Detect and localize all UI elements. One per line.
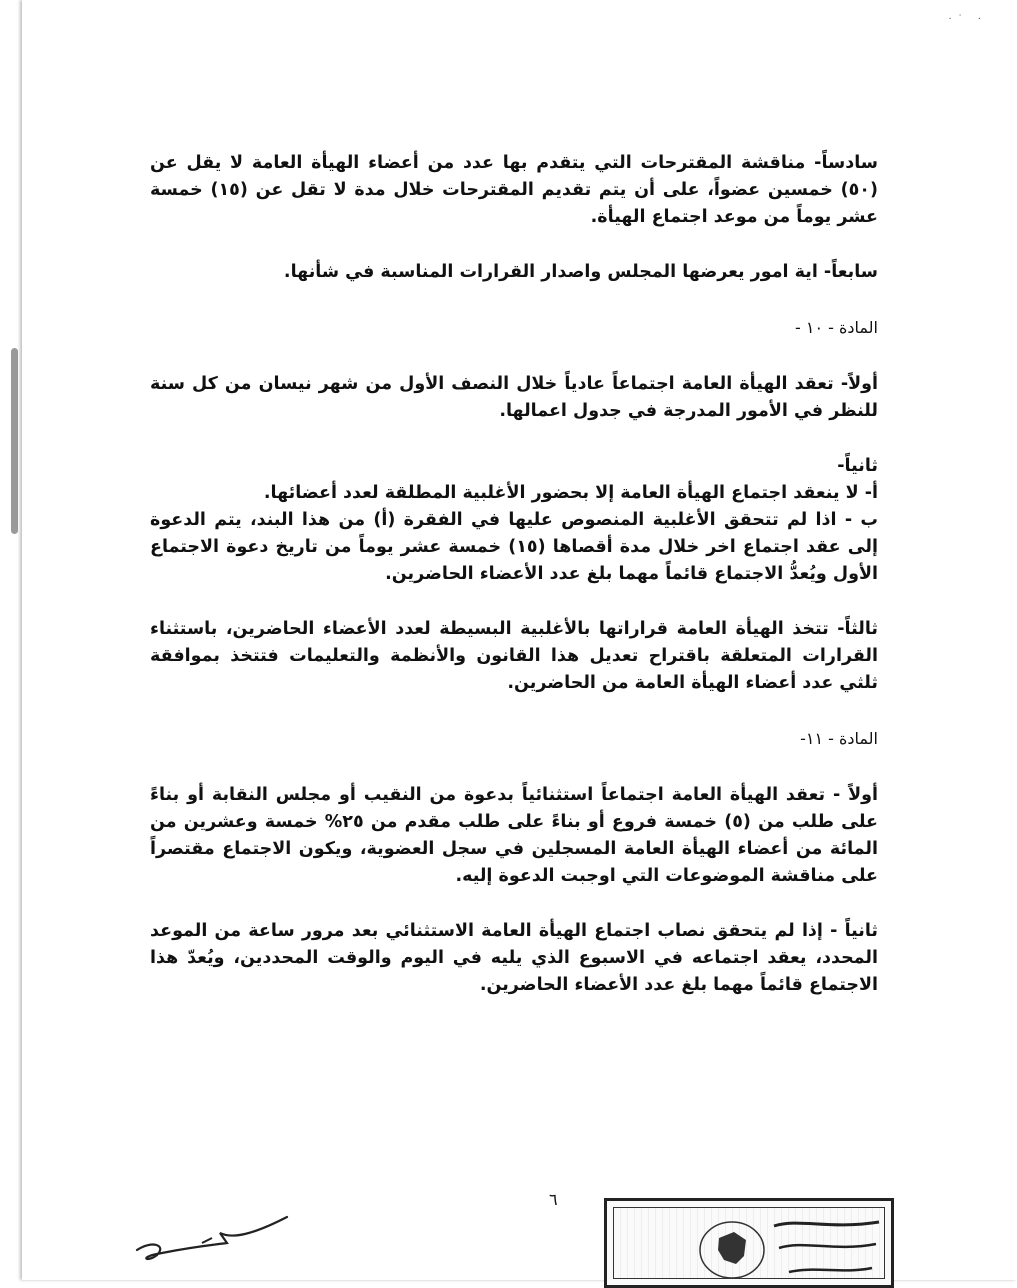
document-page (22, 0, 1017, 1280)
document-body (150, 150, 878, 999)
article-11-first: أولاً - تعقد الهيأة العامة اجتماعاً استثنائياً بدعوة من النقيب أو مجلس النقابة أو بناءً على طلب من (٥) خمسة فروع أو بناءً على طلب مقدم من ٢٥% خمسة وعشرين من المائة من أعضاء الهيأة العامة المسجلين في سجل العضوية، ويكون الاجتماع مقتصراً على مناقشة الموضوعات التي اوجبت الدعوة إليه. (150, 785, 878, 886)
scan-specks: ·˙ · (948, 14, 987, 25)
article-10-first: أولاً- تعقد الهيأة العامة اجتماعاً عادياً خلال النصف الأول من شهر نيسان من كل سنة للنظر في الأمور المدرجة في جدول اعمالها. (150, 374, 878, 421)
paragraph-seventh: سابعاً- اية امور يعرضها المجلس واصدار القرارات المناسبة في شأنها. (283, 262, 878, 282)
article-11-heading: المادة - ١١- (800, 729, 878, 748)
paragraph-sixth: سادساً- مناقشة المقترحات التي يتقدم بها عدد من أعضاء الهيأة العامة لا يقل عن (٥٠) خمسين عضواً، على أن يتم تقديم المقترحات خلال مدة لا تقل عن (١٥) خمسة عشر يوماً من موعد اجتماع الهيأة. (150, 153, 878, 227)
article-10-second-b: ب - اذا لم تتحقق الأغلبية المنصوص عليها في الفقرة (أ) من هذا البند، يتم الدعوة إلى عقد اجتماع اخر خلال مدة أقصاها (١٥) خمسة عشر يوماً من تاريخ دعوة الاجتماع الأول ويُعدُّ الاجتماع قائماً مهما بلغ عدد الأعضاء الحاضرين. (150, 510, 878, 584)
stamp-emblem (614, 1208, 890, 1284)
handwritten-signature (132, 1205, 292, 1265)
article-10-heading: المادة - ١٠ - (795, 318, 878, 337)
article-10-second-label: ثانياً- (837, 456, 878, 476)
official-stamp (604, 1198, 894, 1288)
article-10-third: ثالثاً- تتخذ الهيأة العامة قراراتها بالأغلبية البسيطة لعدد الأعضاء الحاضرين، باستثناء القرارات المتعلقة باقتراح تعديل هذا القانون والأنظمة والتعليمات فتتخذ بموافقة ثلثي عدد أعضاء الهيأة العامة من الحاضرين. (150, 619, 878, 693)
article-10-second-a: أ- لا ينعقد اجتماع الهيأة العامة إلا بحضور الأغلبية المطلقة لعدد أعضائها. (263, 483, 878, 503)
page-number: ٦ (549, 1190, 558, 1209)
article-11-second: ثانياً - إذا لم يتحقق نصاب اجتماع الهيأة العامة الاستثنائي بعد مرور ساعة من الموعد المحدد، يعقد اجتماعه في الاسبوع الذي يليه في اليوم والوقت المحددين، ويُعدّ هذا الاجتماع قائماً مهما بلغ عدد الأعضاء الحاضرين. (150, 921, 878, 995)
scrollbar-thumb[interactable] (11, 348, 18, 534)
scrollbar[interactable] (4, 0, 16, 1280)
